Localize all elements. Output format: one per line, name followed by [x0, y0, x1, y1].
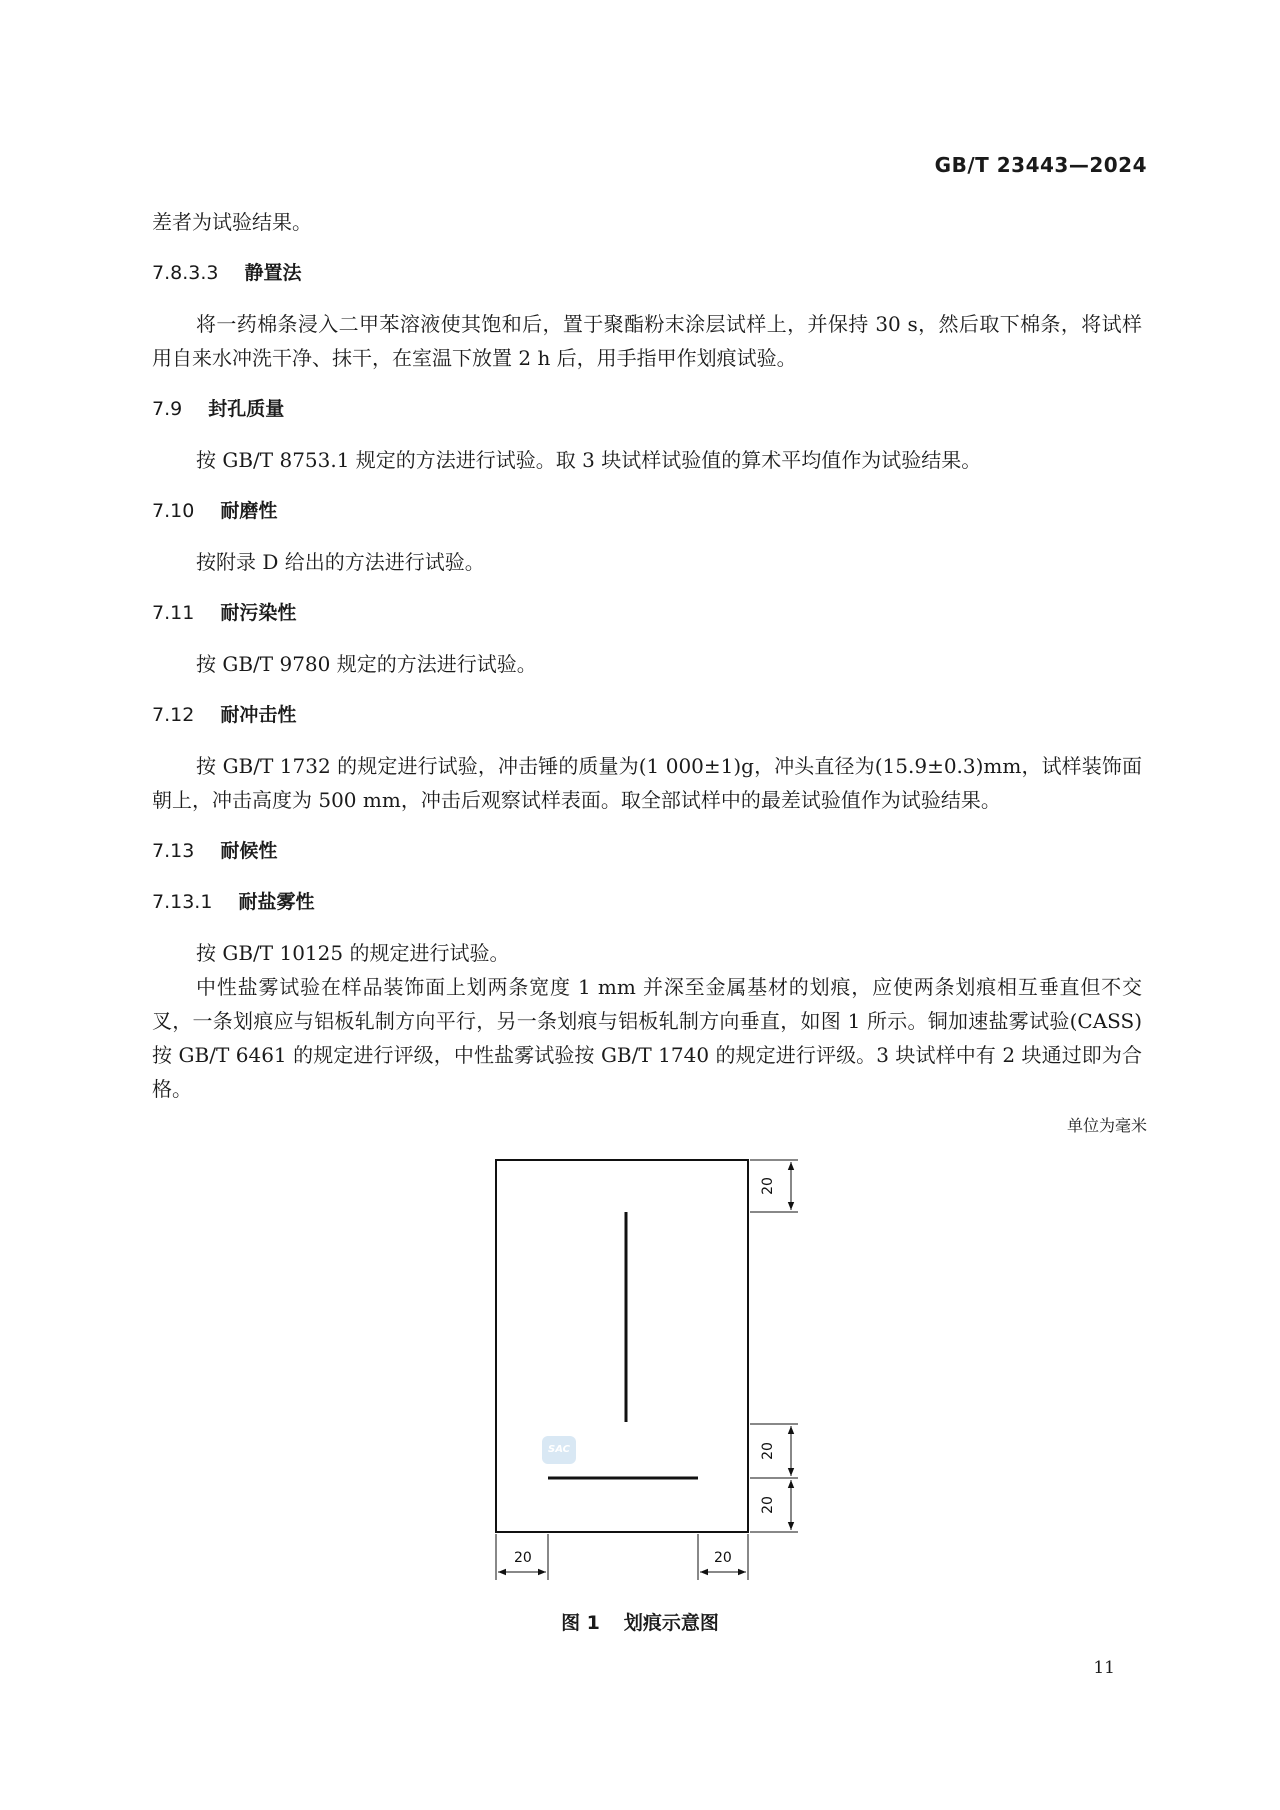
- scratch-diagram: [480, 1140, 820, 1600]
- continued-paragraph: 差者为试验结果。: [152, 210, 312, 234]
- dimension-label: 20: [759, 1442, 776, 1460]
- section-number: 7.10: [152, 500, 195, 522]
- section-number: 7.12: [152, 704, 195, 726]
- section-heading-7-13-1: [152, 885, 1142, 919]
- section-title: 耐磨性: [220, 500, 278, 522]
- section-title: 耐候性: [220, 840, 278, 862]
- section-paragraph: 将一药棉条浸入二甲苯溶液使其饱和后，置于聚酯粉末涂层试样上，并保持 30 s，然后取下棉条，将试样用自来水冲洗干净、抹干，在室温下放置 2 h 后，用手指甲作划痕试验。: [152, 312, 1142, 370]
- page-body: [152, 205, 1142, 1106]
- section-paragraph: 按 GB/T 1732 的规定进行试验，冲击锤的质量为(1 000±1)g，冲头直径为(15.9±0.3)mm，试样装饰面朝上，冲击高度为 500 mm，冲击后观察试样表面。取全部试样中的最差试验值作为试验结果。: [152, 754, 1142, 812]
- standard-code: GB/T 23443—2024: [934, 153, 1147, 177]
- section-number: 7.13.1: [152, 891, 213, 913]
- section-paragraph: 按 GB/T 10125 的规定进行试验。: [196, 941, 510, 965]
- section-number: 7.9: [152, 398, 183, 420]
- section-heading-7-11: [152, 596, 1142, 630]
- section-heading-7-13: [152, 834, 1142, 868]
- dimension-label: 20: [714, 1550, 732, 1566]
- dimension-label: 20: [514, 1550, 532, 1566]
- figure-title: 划痕示意图: [623, 1612, 719, 1634]
- section-paragraph: 按 GB/T 8753.1 规定的方法进行试验。取 3 块试样试验值的算术平均值作为试验结果。: [196, 448, 982, 472]
- figure-number: 图 1: [561, 1612, 600, 1634]
- section-title: 耐污染性: [220, 602, 297, 624]
- section-paragraph: 按 GB/T 9780 规定的方法进行试验。: [196, 652, 537, 676]
- dimension-label: 20: [759, 1177, 776, 1195]
- section-heading-7-8-3-3: [152, 256, 1142, 290]
- scratch-diagram-drawing: [480, 1140, 820, 1600]
- section-title: 耐冲击性: [220, 704, 297, 726]
- section-paragraph: 中性盐雾试验在样品装饰面上划两条宽度 1 mm 并深至金属基材的划痕，应使两条划痕相互垂直但不交叉，一条划痕应与铝板轧制方向平行，另一条划痕与铝板轧制方向垂直，如图 1 所示。铜加速盐雾试验(CASS)按 GB/T 6461 的规定进行评级，中性盐雾试验按 GB/T 1740 的规定进行评级。3 块试样中有 2 块通过即为合格。: [152, 975, 1142, 1101]
- section-paragraph: 按附录 D 给出的方法进行试验。: [196, 550, 485, 574]
- unit-note: 单位为毫米: [1066, 1116, 1147, 1135]
- section-number: 7.8.3.3: [152, 262, 219, 284]
- section-number: 7.13: [152, 840, 195, 862]
- section-title: 耐盐雾性: [238, 891, 315, 913]
- page-number: 11: [1093, 1658, 1115, 1678]
- section-heading-7-10: [152, 494, 1142, 528]
- figure-caption: [0, 1608, 1280, 1635]
- section-number: 7.11: [152, 602, 195, 624]
- sac-watermark-logo: SAC: [542, 1436, 576, 1464]
- section-heading-7-12: [152, 698, 1142, 732]
- section-title: 封孔质量: [208, 398, 285, 420]
- section-heading-7-9: [152, 392, 1142, 426]
- section-title: 静置法: [244, 262, 302, 284]
- dimension-label: 20: [759, 1496, 776, 1514]
- specimen-plate: [496, 1160, 748, 1532]
